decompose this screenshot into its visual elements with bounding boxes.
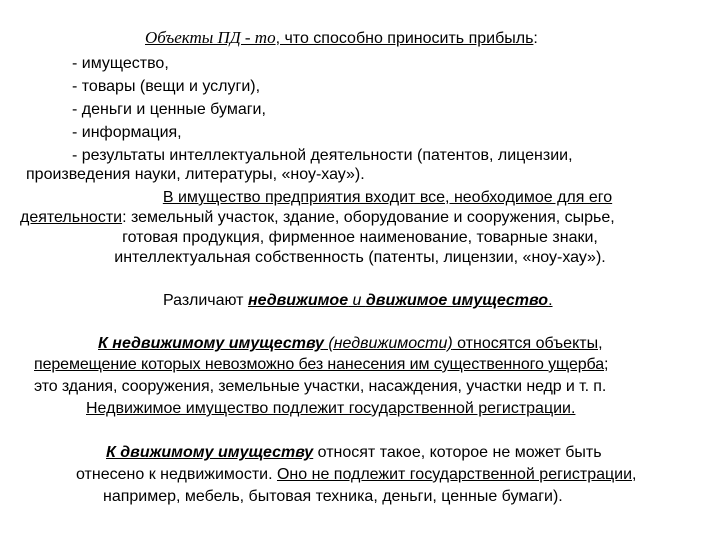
list-item: - результаты интеллектуальной деятельности (патентов, лицензии, (72, 147, 573, 164)
list-item: - товары (вещи и услуги), (72, 78, 261, 95)
list-item-continuation: произведения науки, литературы, «ноу-хау»). (26, 166, 365, 183)
enterprise-line-1: В имущество предприятия входит все, необходимое для его (162, 189, 613, 206)
immovable-line-4: Недвижимое имущество подлежит государственной регистрации. (86, 400, 576, 417)
immovable-line-3: это здания, сооружения, земельные участки, насаждения, участки недр и т. п. (34, 378, 607, 395)
list-item: - деньги и ценные бумаги, (72, 101, 266, 118)
enterprise-line-4: интеллектуальная собственность (патенты, лицензии, «ноу-хау»). (114, 249, 606, 266)
distinguish-line: Различают недвижимое и движимое имущество. (163, 292, 553, 309)
heading-line: Объекты ПД - то, что способно приносить прибыль: (145, 28, 538, 47)
movable-line-1: К движимому имуществу относят такое, которое не может быть (106, 444, 602, 461)
immovable-line-1: К недвижимому имуществу (недвижимости) относятся объекты, (98, 335, 603, 352)
list-item: - информация, (72, 124, 182, 141)
movable-line-2: отнесено к недвижимости. Оно не подлежит государственной регистрации, (76, 466, 637, 483)
immovable-line-2: перемещение которых невозможно без нанесения им существенного ущерба; (34, 356, 609, 373)
enterprise-line-2: деятельности: земельный участок, здание, оборудование и сооружения, сырье, (20, 209, 615, 226)
movable-line-3: например, мебель, бытовая техника, деньги, ценные бумаги). (103, 488, 563, 505)
heading-title: Объекты ПД - то, что способно приносить прибыль (145, 28, 534, 47)
list-item: - имущество, (72, 55, 169, 72)
enterprise-line-3: готовая продукция, фирменное наименование, товарные знаки, (122, 229, 598, 246)
